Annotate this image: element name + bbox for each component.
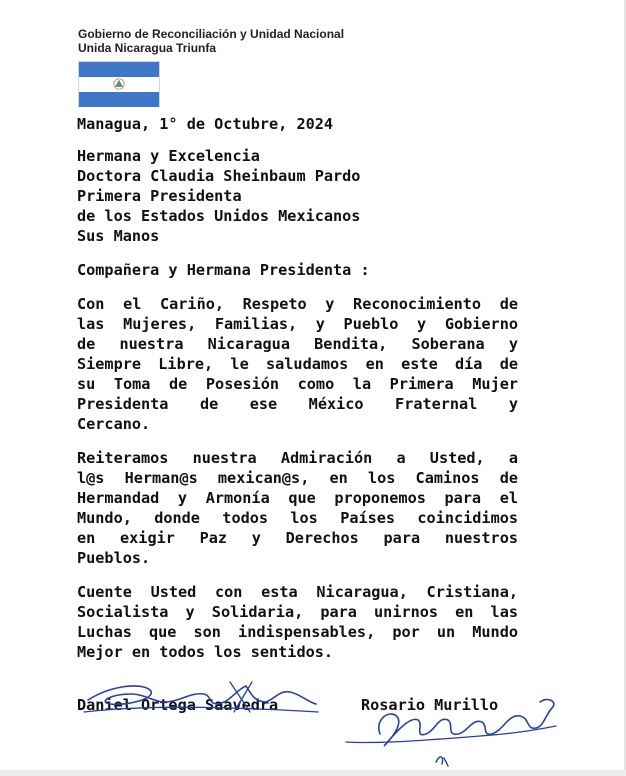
letter-date: Managua, 1° de Octubre, 2024 — [77, 115, 334, 133]
signatory-name-right: Rosario Murillo — [361, 696, 499, 714]
paragraph-line: Luchas que son indispensables, por un Mundo — [77, 623, 518, 641]
paragraph-line: Siempre Libre, le saludamos en este día de — [77, 355, 518, 373]
letterhead-government: Gobierno de Reconciliación y Unidad Nacional — [78, 27, 345, 41]
paragraph-line: Socialista y Solidaria, para unirnos en las — [77, 603, 518, 621]
paragraph-line: Mundo, donde todos los Países coincidimos — [77, 509, 518, 527]
paragraph-line: Cuente Usted con esta Nicaragua, Cristiana, — [77, 583, 518, 601]
paragraph-line: su Toma de Posesión como la Primera Mujer — [77, 375, 518, 393]
coat-of-arms-icon — [112, 78, 126, 90]
page-edge-bottom — [0, 770, 626, 776]
recipient-line: Sus Manos — [77, 227, 160, 245]
flag-band-top — [79, 62, 159, 77]
recipient-block — [77, 146, 360, 246]
paragraph-line: l@s Herman@s mexican@s, en los Caminos de — [77, 469, 518, 487]
recipient-line: de los Estados Unidos Mexicanos — [77, 207, 361, 225]
paragraph-line: las Mujeres, Familias, y Pueblo y Gobierno — [77, 315, 518, 333]
paragraph-line: Presidenta de ese México Fraternal y — [77, 395, 518, 413]
paragraph-line: Con el Cariño, Respeto y Reconocimiento de — [77, 295, 518, 313]
paragraph-line: Reiteramos nuestra Admiración a Usted, a — [77, 449, 518, 467]
paragraph-line: Pueblos. — [77, 549, 151, 567]
letterhead — [78, 27, 344, 55]
paragraph-admiration — [77, 448, 518, 568]
handwritten-signature-right — [340, 684, 562, 772]
nicaragua-flag-icon — [78, 61, 160, 107]
paragraph-greeting — [77, 294, 518, 434]
paragraph-line: Hermandad y Armonía que proponemos para el — [77, 489, 518, 507]
signatory-name-left: Daniel Ortega Saavedra — [77, 696, 279, 714]
paragraph-line: Mejor en todos los sentidos. — [77, 643, 334, 661]
recipient-line: Doctora Claudia Sheinbaum Pardo — [77, 167, 361, 185]
salutation: Compañera y Hermana Presidenta : — [77, 261, 370, 279]
recipient-line: Primera Presidenta — [77, 187, 242, 205]
paragraph-line: de nuestra Nicaragua Bendita, Soberana y — [77, 335, 518, 353]
paragraph-solidarity — [77, 582, 518, 662]
flag-band-bottom — [79, 92, 159, 107]
paragraph-line: Cercano. — [77, 415, 151, 433]
letterhead-slogan: Unida Nicaragua Triunfa — [78, 41, 217, 55]
paragraph-line: en exigir Paz y Derechos para nuestros — [77, 529, 518, 547]
recipient-line: Hermana y Excelencia — [77, 147, 260, 165]
handwritten-signature-left — [80, 672, 320, 724]
